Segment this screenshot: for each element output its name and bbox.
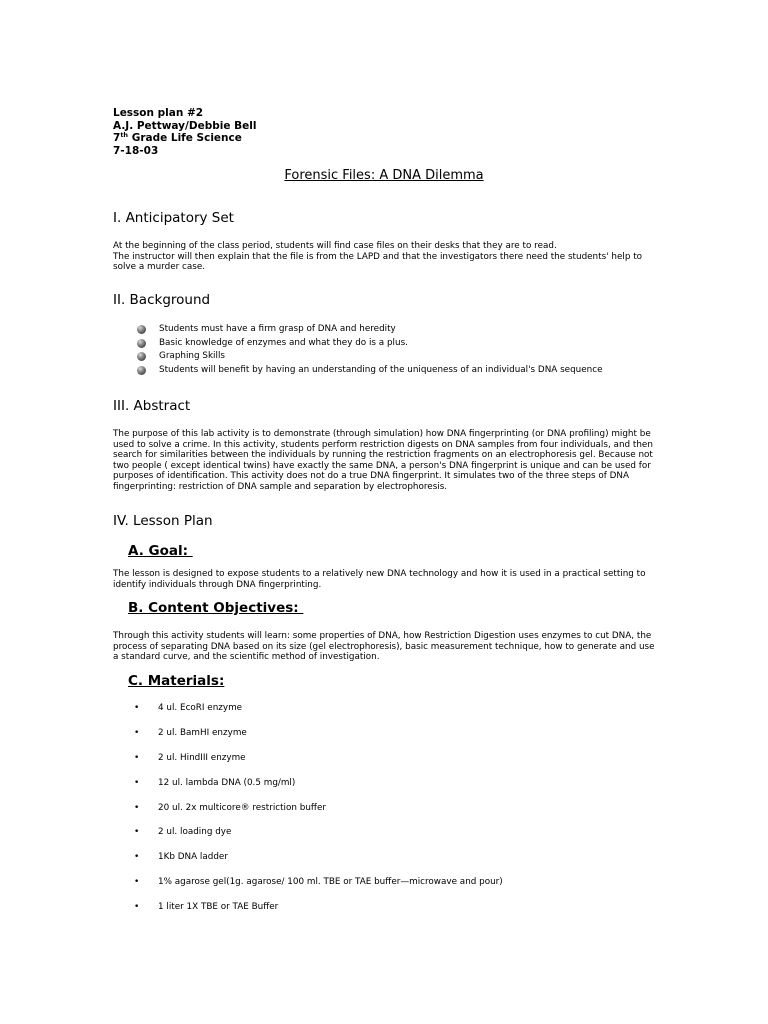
grade-subject: Grade Life Science — [128, 132, 242, 144]
bullet-icon: • — [134, 777, 140, 788]
section-heading-anticipatory-set: I. Anticipatory Set — [113, 210, 234, 226]
section-heading-lesson-plan: IV. Lesson Plan — [113, 513, 213, 529]
paragraph-line: process of separating DNA based on its size (gel electrophoresis), basic measurement technique, how to generate and use — [113, 641, 655, 652]
goal-paragraph — [113, 569, 658, 590]
bullet-icon: • — [134, 902, 140, 913]
section-heading-background: II. Background — [113, 292, 211, 308]
bullet-icon — [137, 339, 146, 348]
paragraph-line: used to solve a crime. In this activity, students perform restriction digests on DNA samples from four individuals, and then — [113, 439, 653, 450]
paragraph-line: purposes of identification. This activity does not do a true DNA fingerprint. It simulates two of the three steps of DNA — [113, 471, 629, 482]
document-title: Forensic Files: A DNA Dilemma — [284, 168, 484, 183]
document-page: Lesson plan #2 A.J. Pettway/Debbie Bell 7th Grade Life Science 7-18-03 Forensic Files: A DNA Dilemma I. Anticipatory Set At the beginning of the class period, students will find case files on their desks that they are to read. The instructor will then explain that the file is from the LAPD and that the investigators there need the students' help to solve a murder case. II. Background Students must have a firm grasp of DNA and heredity Basic knowledge of enzymes and what they do is a plus. Graphing Skills Students will benefit by having an understanding of the uniqueness of an individual's DNA sequence III. Abstract The purpose of this lab activity is to demonstrate (through simulation) how DNA fingerprinting (or DNA profiling) might be used to solve a crime. In this activity, students perform restriction digests on DNA samples from four individuals, and then search for similarities between the individuals by running the restriction fragments on an electrophoresis gel. Because not two people ( except identical twins) have exactly the same DNA, a person's DNA fingerprint is unique and can be used for purposes of identification. This activity does not do a true DNA fingerprint. It simulates two of the three steps of DNA fingerprinting: restriction of DNA sample and separation by electrophoresis. IV. Lesson Plan A. Goal: The lesson is designed to expose students to a relatively new DNA technology and how it is used in a practical setting to identify individuals through DNA fingerprinting. B. Content Objectives: Through this activity students will learn: some properties of DNA, how Restriction Digestion uses enzymes to cut DNA, the process of separating DNA based on its size (gel electrophoresis), basic measurement technique, how to generate and use a standard curve, and the scientific method of investigation. C. Materials: • 4 ul. EcoRI enzyme • 2 ul. BamHI enzyme • 2 ul. HindIII enzyme • 12 ul. lambda DNA (0.5 mg/ml) • 20 ul. 2x multicore® restriction buffer • 2 ul. loading dye • 1Kb DNA ladder • 1% agarose gel(1g. agarose/ 100 ml. TBE or TAE buffer—microwave and pour) • 1 liter 1X TBE or TAE Buffer — [0, 0, 768, 1024]
paragraph-line: The lesson is designed to expose students to a relatively new DNA technology and how it is used in a practical setting to — [113, 569, 646, 579]
bullet-icon: • — [134, 827, 140, 838]
date: 7-18-03 — [113, 144, 159, 157]
bullet-icon: • — [134, 802, 140, 813]
bullet-icon — [137, 352, 146, 361]
paragraph-line: The instructor will then explain that the file is from the LAPD and that the investigators there need the students' help to — [113, 251, 643, 262]
grade-number: 7 — [113, 132, 121, 144]
paragraph-line: search for similarities between the individuals by running the restriction fragments on an electrophoresis gel. Because not — [113, 450, 653, 461]
authors: A.J. Pettway/Debbie Bell — [113, 119, 257, 132]
grade-suffix: th — [120, 131, 129, 139]
bullet-icon: • — [134, 727, 140, 738]
subheading-content-objectives: B. Content Objectives: — [128, 600, 304, 616]
paragraph-line: The purpose of this lab activity is to demonstrate (through simulation) how DNA fingerprinting (or DNA profiling) might be — [113, 429, 651, 439]
paragraph-line: identify individuals through DNA fingerprinting. — [113, 579, 322, 590]
bullet-icon — [137, 366, 146, 375]
abstract-paragraph — [113, 429, 658, 493]
content-objectives-paragraph — [113, 631, 658, 663]
paragraph-line: a standard curve, and the scientific method of investigation. — [113, 652, 380, 663]
section-heading-abstract: III. Abstract — [113, 398, 191, 414]
grade-line — [113, 132, 256, 145]
bullet-icon — [137, 325, 146, 334]
paragraph-line: solve a murder case. — [113, 262, 206, 273]
bullet-icon: • — [134, 877, 140, 888]
bullet-icon: • — [134, 852, 140, 863]
lesson-number: Lesson plan #2 — [113, 107, 204, 119]
anticipatory-paragraph — [113, 241, 658, 273]
paragraph-line: Through this activity students will learn: some properties of DNA, how Restriction Digestion uses enzymes to cut DNA, the — [113, 631, 652, 641]
subheading-goal: A. Goal: — [128, 543, 193, 559]
bullet-icon: • — [134, 752, 140, 763]
paragraph-line: fingerprinting: restriction of DNA sample and separation by electrophoresis. — [113, 481, 448, 492]
paragraph-line: two people ( except identical twins) have exactly the same DNA, a person's DNA fingerprint is unique and can be used for — [113, 460, 651, 471]
subheading-materials: C. Materials: — [128, 673, 225, 689]
document-header — [113, 107, 256, 157]
bullet-icon: • — [134, 703, 140, 713]
paragraph-line: At the beginning of the class period, students will find case files on their desks that they are to read. — [113, 241, 557, 251]
